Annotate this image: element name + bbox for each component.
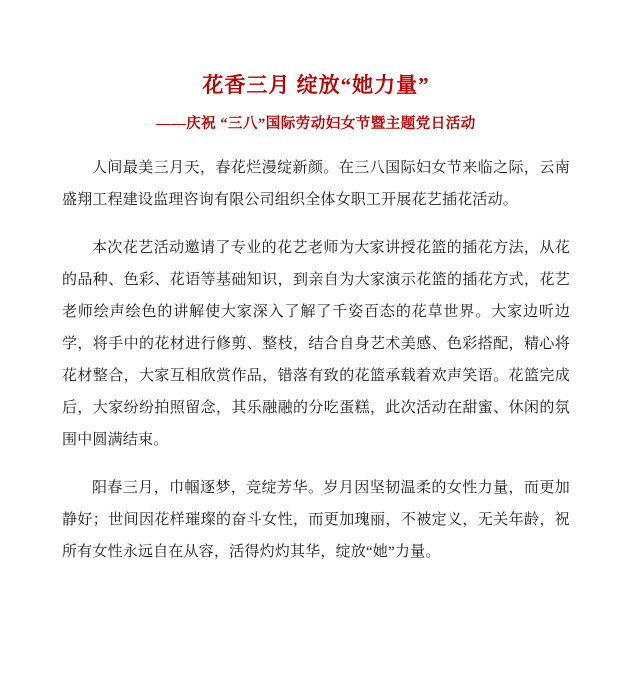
document-title: 花香三月 绽放“她力量” [202, 73, 430, 97]
body-paragraph-2: 本次花艺活动邀请了专业的花艺老师为大家讲授花篮的插花方法，从花的品种、色彩、花语等基础知识，到亲自为大家演示花篮的插花方式，花艺老师绘声绘色的讲解使大家深入了解了千姿百态的花草世界。大家边听边学，将手中的花材进行修剪、整枝，结合自身艺术美感、色彩搭配，精心将花材整合，大家互相欣赏作品，错落有致的花篮承载着欢声笑语。花篮完成后，大家纷纷拍照留念，其乐融融的分吃蛋糕，此次活动在甜蜜、休闲的氛围中圆满结束。 [62, 240, 570, 449]
body-paragraph-3: 阳春三月，巾帼逐梦，竞绽芳华。岁月因坚韧温柔的女性力量，而更加静好；世间因花样璀璨的奋斗女性，而更加瑰丽，不被定义，无关年龄，祝所有女性永远自在从容，活得灼灼其华，绽放“她”力量。 [62, 480, 570, 561]
document-subtitle: ——庆祝 “三八”国际劳动妇女节暨主题党日活动 [156, 116, 476, 133]
body-paragraph-1: 人间最美三月天，春花烂漫绽新颜。在三八国际妇女节来临之际，云南盛翔工程建设监理咨询有限公司组织全体女职工开展花艺插花活动。 [62, 160, 570, 209]
